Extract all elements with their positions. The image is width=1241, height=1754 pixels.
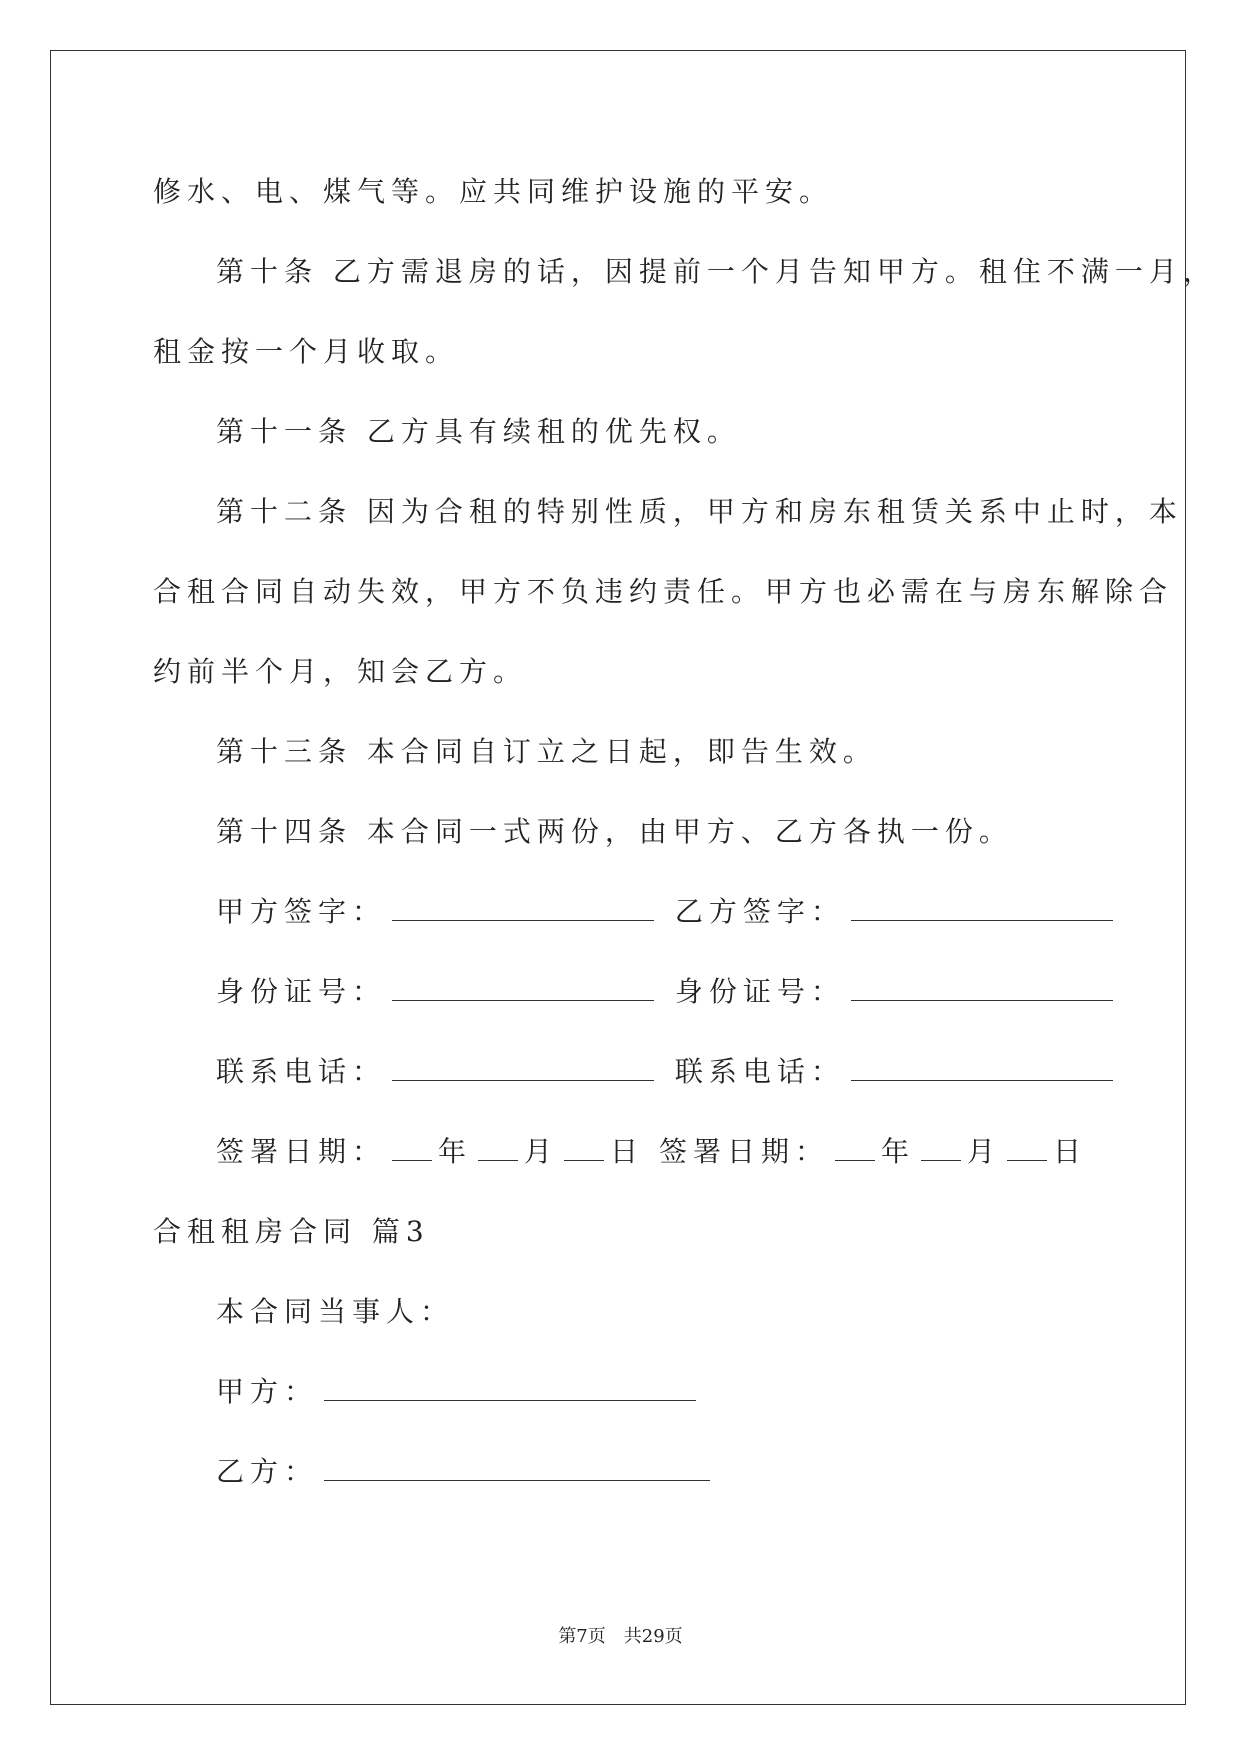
party-a-label: 甲方：	[216, 1375, 319, 1408]
party-a-day-field[interactable]	[564, 1136, 604, 1161]
party-b-day-field[interactable]	[1007, 1136, 1047, 1161]
phone-row	[216, 1052, 1119, 1092]
clause-12: 第十二条 因为合租的特别性质，甲方和房东租赁关系中止时，本	[216, 495, 1183, 528]
date-row	[216, 1132, 1087, 1172]
page-number: 第7页 共29页	[558, 1626, 683, 1647]
party-b-date-label: 签署日期：	[658, 1135, 829, 1168]
party-a-date-label: 签署日期：	[216, 1135, 387, 1168]
party-b-month-field[interactable]	[921, 1136, 961, 1161]
clause-11: 第十一条 乙方具有续租的优先权。	[216, 415, 741, 448]
party-b-label: 乙方：	[216, 1455, 319, 1488]
party-a-phone-field[interactable]	[392, 1056, 654, 1081]
month-label: 月	[967, 1135, 1002, 1168]
party-a-id-field[interactable]	[392, 976, 654, 1001]
party-a-row	[216, 1372, 702, 1412]
year-label: 年	[438, 1135, 473, 1168]
party-b-row	[216, 1452, 716, 1492]
signature-row	[216, 892, 1119, 932]
party-a-phone-label: 联系电话：	[216, 1055, 387, 1088]
clause-14: 第十四条 本合同一式两份，由甲方、乙方各执一份。	[216, 815, 1013, 848]
party-a-sign-label: 甲方签字：	[216, 895, 387, 928]
id-row	[216, 972, 1119, 1012]
party-a-year-field[interactable]	[392, 1136, 432, 1161]
party-a-field[interactable]	[324, 1376, 696, 1401]
paragraph-line: 约前半个月，知会乙方。	[153, 655, 528, 688]
paragraph-line: 修水、电、煤气等。应共同维护设施的平安。	[153, 175, 834, 208]
party-b-sign-label: 乙方签字：	[674, 895, 845, 928]
party-b-id-label: 身份证号：	[674, 975, 845, 1008]
day-label: 日	[1053, 1135, 1088, 1168]
party-b-field[interactable]	[324, 1456, 710, 1481]
month-label: 月	[524, 1135, 559, 1168]
parties-heading: 本合同当事人：	[216, 1295, 455, 1328]
party-b-id-field[interactable]	[851, 976, 1113, 1001]
day-label: 日	[610, 1135, 645, 1168]
party-a-id-label: 身份证号：	[216, 975, 387, 1008]
party-b-phone-field[interactable]	[851, 1056, 1113, 1081]
party-b-sign-field[interactable]	[851, 896, 1113, 921]
clause-13: 第十三条 本合同自订立之日起，即告生效。	[216, 735, 877, 768]
paragraph-line: 租金按一个月收取。	[153, 335, 460, 368]
paragraph-line: 合租合同自动失效，甲方不负违约责任。甲方也必需在与房东解除合	[153, 575, 1174, 608]
party-a-month-field[interactable]	[478, 1136, 518, 1161]
year-label: 年	[880, 1135, 915, 1168]
party-a-sign-field[interactable]	[392, 896, 654, 921]
party-b-phone-label: 联系电话：	[674, 1055, 845, 1088]
clause-10: 第十条 乙方需退房的话，因提前一个月告知甲方。租住不满一月，	[216, 255, 1217, 288]
section-title: 合租租房合同 篇3	[153, 1215, 430, 1248]
party-b-year-field[interactable]	[835, 1136, 875, 1161]
